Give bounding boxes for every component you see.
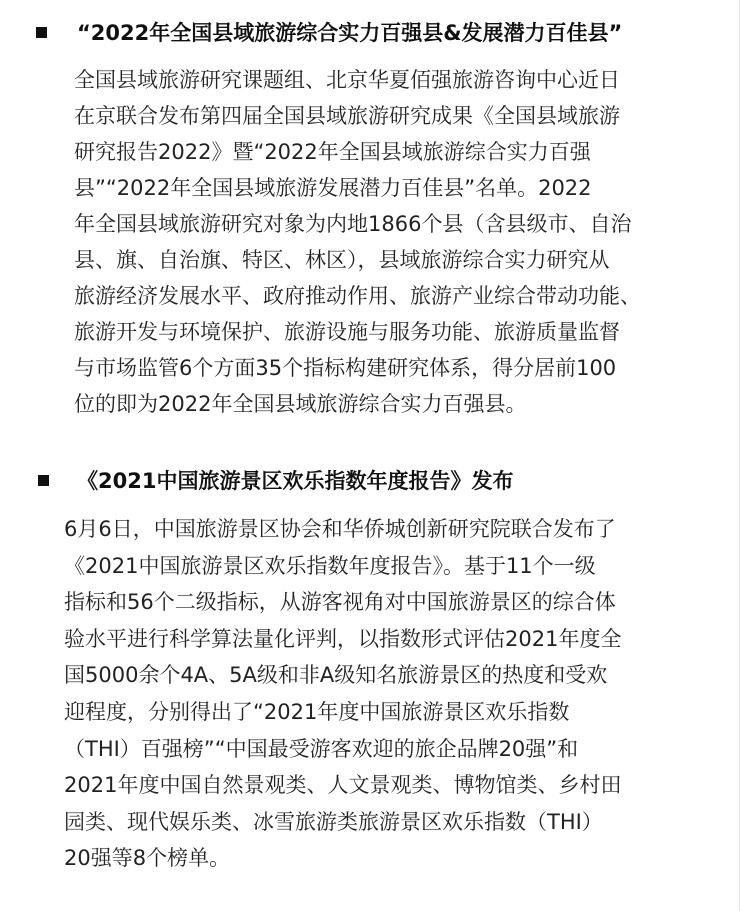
paragraph-line: 旅游开发与环境保护、旅游设施与服务功能、旅游质量监督	[74, 320, 620, 344]
paragraph-line: 全国县域旅游研究课题组、北京华夏佰强旅游咨询中心近日	[74, 68, 620, 92]
paragraph-line: 《2021中国旅游景区欢乐指数年度报告》。基于11个一级	[64, 553, 596, 578]
square-bullet-icon	[36, 27, 47, 38]
paragraph-line: 6月6日，中国旅游景区协会和华侨城创新研究院联合发布了	[64, 517, 616, 541]
square-bullet-icon	[38, 475, 49, 486]
paragraph-line: 2021年度中国自然景观类、人文景观类、博物馆类、乡村田	[64, 773, 622, 798]
paragraph-line: 县”“2022年全国县域旅游发展潜力百佳县”名单。2022	[74, 176, 592, 200]
paragraph-line: 迎程度，分别得出了“2021年度中国旅游景区欢乐指数	[64, 699, 570, 724]
paragraph-line: 20强等8个榜单。	[64, 846, 231, 871]
heading-text: 《2021中国旅游景区欢乐指数年度报告》发布	[77, 469, 514, 493]
paragraph-line: 与市场监管6个方面35个指标构建研究体系，得分居前100	[74, 356, 617, 380]
section-heading-county-tourism	[36, 14, 622, 50]
paragraph-line: 在京联合发布第四届全国县域旅游研究成果《全国县域旅游	[74, 104, 620, 128]
paragraph-line: 验水平进行科学算法量化评判，以指数形式评估2021年度全	[64, 626, 622, 651]
paragraph-line: 园类、现代娱乐类、冰雪旅游类旅游景区欢乐指数（THI）	[64, 809, 603, 834]
paragraph-line: 旅游经济发展水平、政府推动作用、旅游产业综合带动功能、	[74, 284, 641, 308]
paragraph-county-tourism	[74, 62, 641, 422]
paragraph-line: 县、旗、自治旗、特区、林区），县域旅游综合实力研究从	[74, 248, 610, 272]
paragraph-line: （THI）百强榜”“中国最受游客欢迎的旅企品牌20强”和	[64, 736, 579, 761]
section-heading-happiness-index	[38, 462, 513, 498]
paragraph-line: 指标和56个二级指标，从游客视角对中国旅游景区的综合体	[64, 590, 616, 615]
paragraph-line: 国5000余个4A、5A级和非A级知名旅游景区的热度和受欢	[64, 663, 608, 688]
paragraph-happiness-index	[64, 511, 621, 877]
paragraph-line: 研究报告2022》暨“2022年全国县域旅游综合实力百强	[74, 140, 591, 164]
paragraph-line: 位的即为2022年全国县域旅游综合实力百强县。	[74, 392, 527, 416]
heading-text: “2022年全国县域旅游综合实力百强县&发展潜力百佳县”	[77, 21, 623, 45]
paragraph-line: 年全国县域旅游研究对象为内地1866个县（含县级市、自治	[74, 212, 632, 236]
